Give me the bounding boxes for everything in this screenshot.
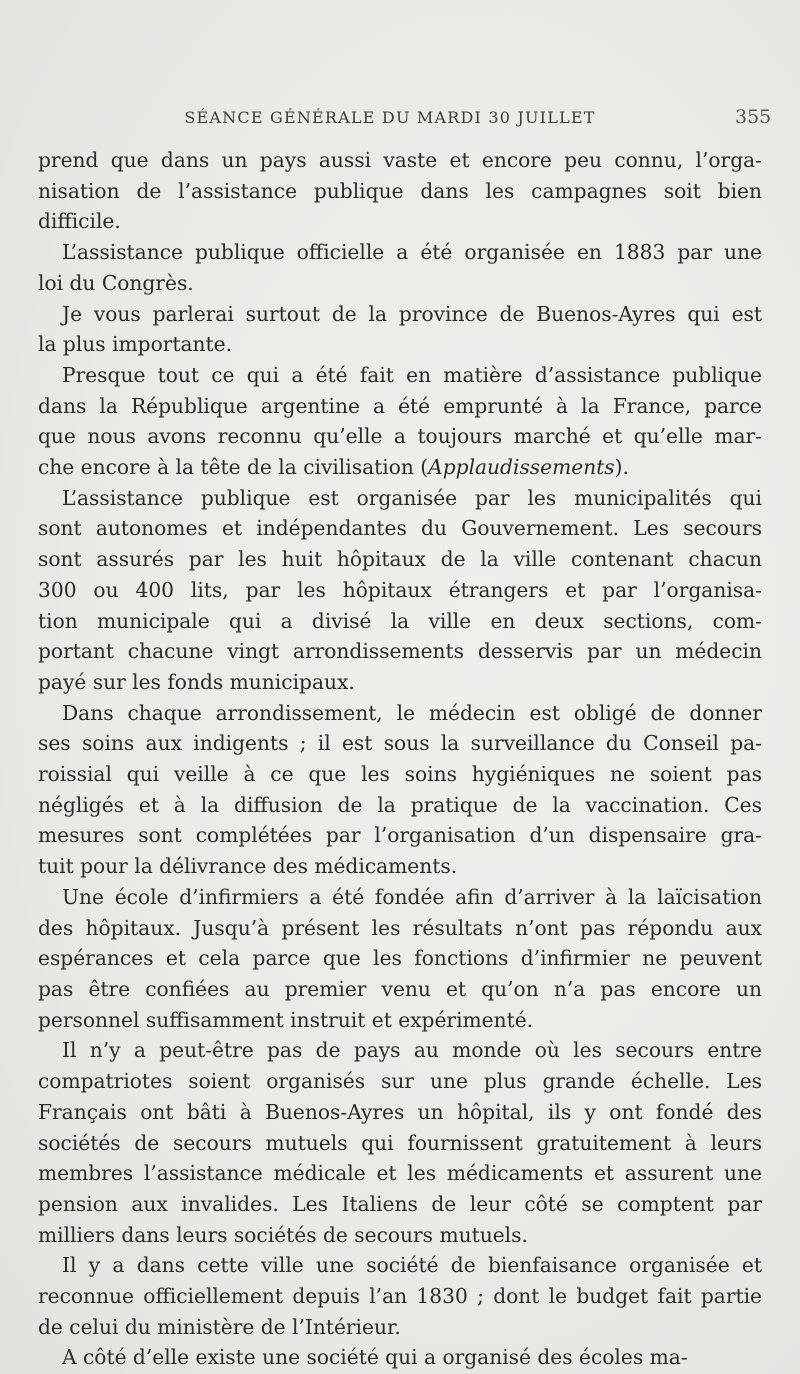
body-text <box>38 145 762 1373</box>
text-line: membres l’assistance médicale et les médicaments et assurent une <box>38 1161 762 1186</box>
text-line: ses soins aux indigents ; il est sous la surveillance du Conseil pa- <box>38 731 762 756</box>
text-line: Je vous parlerai surtout de la province de Buenos-Ayres qui est <box>62 301 762 326</box>
text-line: la plus importante. <box>38 332 233 357</box>
paragraph <box>38 299 762 360</box>
paragraph <box>38 1342 762 1373</box>
text-line: espérances et cela parce que les fonctions d’infirmier ne peuvent <box>38 946 762 971</box>
italic-phrase: Applaudissements <box>428 455 615 480</box>
text-line: personnel suffisamment instruit et expérimenté. <box>38 1007 534 1032</box>
text-line: compatriotes soient organisés sur une plus grande échelle. Les <box>38 1069 762 1094</box>
page-header <box>0 108 800 138</box>
running-title: SÉANCE GÉNÉRALE DU MARDI 30 JUILLET <box>184 108 596 127</box>
text-line: Français ont bâti à Buenos-Ayres un hôpital, ils y ont fondé des <box>38 1099 762 1124</box>
text-line: loi du Congrès. <box>38 270 194 295</box>
paragraph <box>38 237 762 298</box>
text-line: portant chacune vingt arrondissements desservis par un médecin <box>38 639 762 664</box>
text-line: de celui du ministère de l’Intérieur. <box>38 1314 401 1339</box>
text-line: négligés et à la diffusion de la pratique de la vaccination. Ces <box>38 792 762 817</box>
text-line: L’assistance publique est organisée par les municipalités qui <box>62 485 762 510</box>
text-line: des hôpitaux. Jusqu’à présent les résultats n’ont pas répondu aux <box>38 915 762 940</box>
text-line: Dans chaque arrondissement, le médecin est obligé de donner <box>62 700 762 725</box>
paragraph <box>38 483 762 698</box>
text-line: Il y a dans cette ville une société de bienfaisance organisée et <box>62 1253 762 1278</box>
text-line: 300 ou 400 lits, par les hôpitaux étrangers et par l’organisa- <box>38 577 762 602</box>
text-line: mesures sont complétées par l’organisation d’un dispensaire gra- <box>38 823 762 848</box>
paragraph <box>38 1035 762 1250</box>
text-line: L’assistance publique officielle a été organisée en 1883 par une <box>62 240 762 265</box>
paragraph <box>38 882 762 1036</box>
text-line: A côté d’elle existe une société qui a organisé des écoles ma- <box>62 1345 688 1370</box>
text-line: roissial qui veille à ce que les soins hygiéniques ne soient pas <box>38 762 762 787</box>
text-line: nisation de l’assistance publique dans les campagnes soit bien <box>38 178 762 203</box>
page-number: 355 <box>735 106 772 128</box>
text-line: sociétés de secours mutuels qui fournissent gratuitement à leurs <box>38 1130 762 1155</box>
text-line: payé sur les fonds municipaux. <box>38 669 355 694</box>
text-line: que nous avons reconnu qu’elle a toujours marché et qu’elle mar- <box>38 424 762 449</box>
text-line: milliers dans leurs sociétés de secours mutuels. <box>38 1222 528 1247</box>
text-line: tuit pour la délivrance des médicaments. <box>38 854 458 879</box>
text-line: Une école d’infirmiers a été fondée afin d’arriver à la laïcisation <box>62 884 762 909</box>
text-line: dans la République argentine a été emprunté à la France, parce <box>38 393 762 418</box>
paragraph <box>38 360 762 483</box>
text-line: pas être confiées au premier venu et qu’on n’a pas encore un <box>38 976 762 1001</box>
text-line: prend que dans un pays aussi vaste et encore peu connu, l’orga- <box>38 148 762 172</box>
text-line: che encore à la tête de la civilisation (Applaudissements). <box>38 455 629 480</box>
text-line: reconnue officiellement depuis l’an 1830 ; dont le budget fait partie <box>38 1284 762 1309</box>
text-line: difficile. <box>38 209 121 234</box>
text-line: Presque tout ce qui a été fait en matière d’assistance publique <box>62 362 762 387</box>
text-line: sont autonomes et indépendantes du Gouvernement. Les secours <box>38 516 762 541</box>
text-line: sont assurés par les huit hôpitaux de la ville contenant chacun <box>38 547 762 572</box>
paragraph <box>38 145 762 237</box>
text-line: tion municipale qui a divisé la ville en deux sections, com- <box>38 608 762 633</box>
text-line: pension aux invalides. Les Italiens de leur côté se comptent par <box>38 1191 762 1216</box>
text-line: Il n’y a peut-être pas de pays au monde où les secours entre <box>62 1038 762 1063</box>
paragraph <box>38 698 762 882</box>
paragraph <box>38 1250 762 1342</box>
